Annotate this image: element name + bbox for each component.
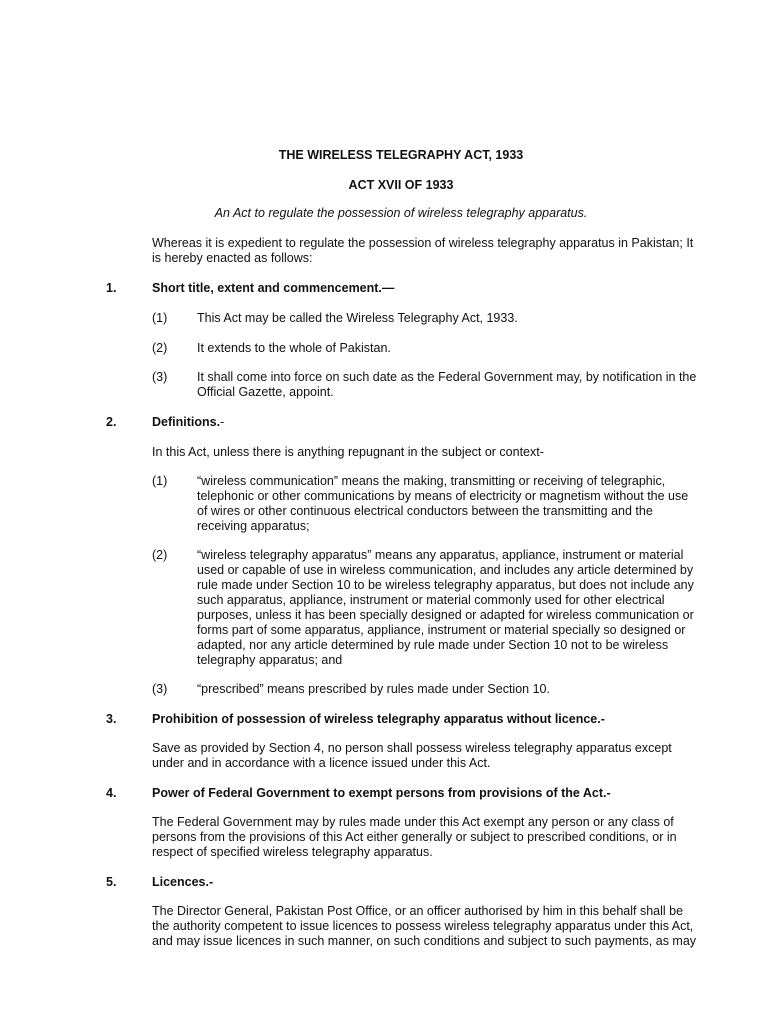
clause-text: receiving apparatus; — [197, 519, 310, 533]
section-number: 3. — [106, 712, 117, 726]
section-heading: Short title, extent and commencement.— — [152, 281, 395, 295]
clause-text: purposes, unless it has been specially designed or adapted for wireless communication or — [197, 608, 694, 622]
section-heading: Power of Federal Government to exempt persons from provisions of the Act.- — [152, 786, 611, 800]
clause-text: “wireless communication” means the making, transmitting or receiving of telegraphic, — [197, 474, 666, 488]
clause-number: (3) — [152, 682, 168, 696]
section-intro: In this Act, unless there is anything repugnant in the subject or context- — [152, 445, 544, 459]
preamble-line: Whereas it is expedient to regulate the possession of wireless telegraphy apparatus in Pakistan; It — [152, 236, 694, 250]
clause-text: Official Gazette, appoint. — [197, 385, 334, 399]
clause-text: telegraphy apparatus; and — [197, 653, 343, 667]
section-number: 2. — [106, 415, 117, 429]
long-title: An Act to regulate the possession of wireless telegraphy apparatus. — [214, 206, 588, 220]
clause-number: (3) — [152, 370, 168, 384]
section-text: persons from the provisions of this Act either generally or subject to prescribed conditions, or in — [152, 830, 677, 844]
clause-text: forms part of some apparatus, appliance, instrument or material specially so designed or — [197, 623, 686, 637]
clause-text: This Act may be called the Wireless Telegraphy Act, 1933. — [197, 311, 518, 325]
clause-number: (2) — [152, 341, 168, 355]
clause-text: It shall come into force on such date as the Federal Government may, by notification in the — [197, 370, 697, 384]
section-number: 5. — [106, 875, 117, 889]
clause-text: of wires or other continuous electrical conductors between the transmitting and the — [197, 504, 653, 518]
section-heading: Licences.- — [152, 875, 214, 889]
document-title: THE WIRELESS TELEGRAPHY ACT, 1933 — [278, 148, 524, 162]
clause-text: telephonic or other communications by means of electricity or magnetism without the use — [197, 489, 689, 503]
section-text: Save as provided by Section 4, no person shall possess wireless telegraphy apparatus except — [152, 741, 672, 755]
section-heading: Prohibition of possession of wireless telegraphy apparatus without licence.- — [152, 712, 605, 726]
section-text: respect of specified wireless telegraphy apparatus. — [152, 845, 433, 859]
clause-text: such apparatus, appliance, instrument or material commonly used for other electrical — [197, 593, 665, 607]
clause-text: adapted, nor any article determined by rule made under Section 10 not to be wireless — [197, 638, 669, 652]
clause-text: It extends to the whole of Pakistan. — [197, 341, 391, 355]
clause-number: (1) — [152, 474, 168, 488]
act-number: ACT XVII OF 1933 — [348, 178, 454, 192]
section-text: The Director General, Pakistan Post Office, or an officer authorised by him in this behalf shall be — [152, 904, 684, 918]
section-number: 1. — [106, 281, 117, 295]
section-text: and may issue licences in such manner, on such conditions and subject to such payments, as may — [152, 934, 697, 948]
clause-text: “wireless telegraphy apparatus” means any apparatus, appliance, instrument or material — [197, 548, 684, 562]
section-heading: Definitions.- — [152, 415, 225, 429]
clause-text: “prescribed” means prescribed by rules made under Section 10. — [197, 682, 550, 696]
clause-text: used or capable of use in wireless communication, and includes any article determined by — [197, 563, 694, 577]
section-text: The Federal Government may by rules made under this Act exempt any person or any class of — [152, 815, 674, 829]
clause-text: rule made under Section 10 to be wireless telegraphy apparatus, but does not include any — [197, 578, 694, 592]
section-text: the authority competent to issue licences to possess wireless telegraphy apparatus under this Act, — [152, 919, 694, 933]
section-text: under and in accordance with a licence issued under this Act. — [152, 756, 491, 770]
section-number: 4. — [106, 786, 117, 800]
clause-number: (1) — [152, 311, 168, 325]
clause-number: (2) — [152, 548, 168, 562]
preamble-line: is hereby enacted as follows: — [152, 251, 313, 265]
